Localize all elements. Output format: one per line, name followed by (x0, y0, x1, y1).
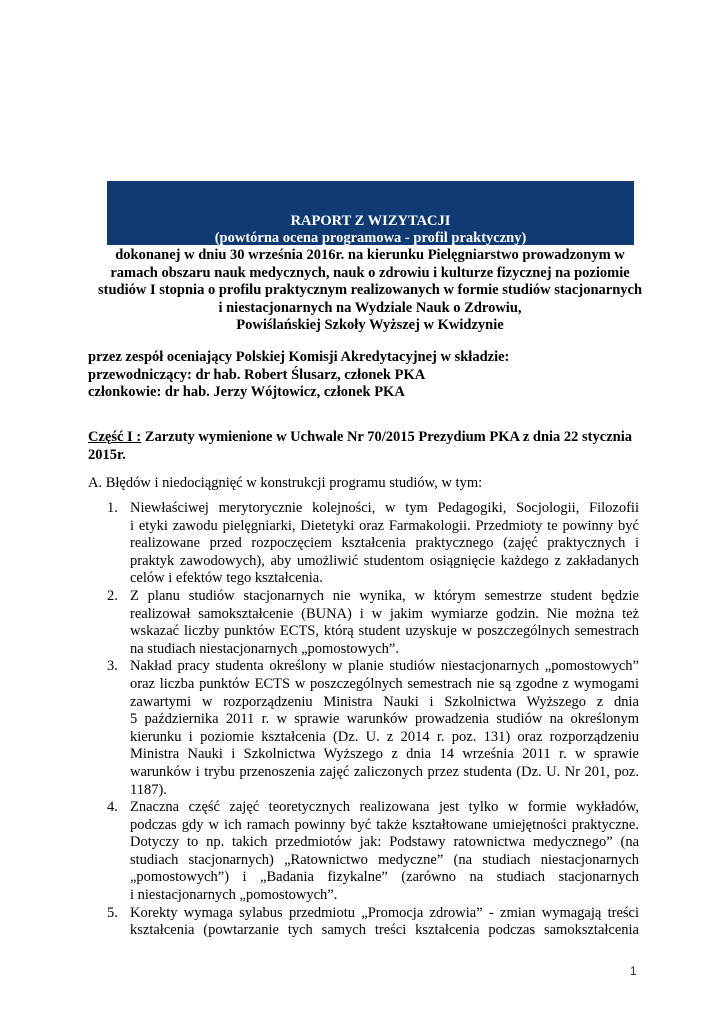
list-item (107, 588, 639, 658)
report-subtitle: (powtórna ocena programowa - profil praktyczny) (214, 230, 527, 246)
item-number: 2. (107, 587, 118, 604)
list-item (107, 905, 639, 940)
item-line: podczas gdy w ich ramach powinny być także kształtowane umiejętności praktyczne. (130, 816, 639, 833)
item-line: celów i efektów tego kształcenia. (130, 570, 323, 587)
item-line: Z planu studiów stacjonarnych nie wynika, w którym semestrze student będzie (130, 587, 639, 604)
item-line: Ministra Nauki i Szkolnictwa Wyższego z dnia 14 września 2011 r. w sprawie (130, 746, 639, 763)
item-line: zawartymi w rozporządzeniu Ministra Nauki i Szkolnictwa Wyższego z dnia (130, 693, 639, 710)
item-line: studiach stacjonarnych) „Ratownictwo medyczne” (na studiach niestacjonarnych (130, 851, 639, 868)
item-line: kierunku i poziomie kształcenia (Dz. U. z 2014 r. poz. 131) oraz rozporządzeniu (130, 728, 639, 745)
item-line: warunków i trybu przenoszenia zajęć zaliczonych przez studenta (Dz. U. Nr 201, poz. (130, 763, 639, 780)
item-line: oraz liczba punktów ECTS w poszczególnych semestrach nie są zgodne z wymogami (130, 675, 639, 692)
page-number: 1 (630, 966, 637, 978)
item-number: 5. (107, 904, 118, 921)
item-line: na studiach niestacjonarnych „pomostowych”. (130, 640, 399, 657)
item-line: Nakład pracy studenta określony w planie studiów niestacjonarnych „pomostowych” (130, 658, 639, 675)
evaluation-team (88, 349, 509, 402)
team-chair: przewodniczący: dr hab. Robert Ślusarz, członek PKA (88, 366, 426, 383)
list-item (107, 500, 639, 588)
item-line: realizowane przed rozpoczęciem kształcenia praktycznego (zajęć praktycznych i (130, 535, 639, 552)
item-line: Znaczna część zajęć teoretycznych realizowana jest tylko w formie wykładów, (130, 799, 639, 816)
visit-description (90, 247, 650, 335)
part-label: Część I : (88, 429, 142, 445)
team-intro: przez zespół oceniający Polskiej Komisji Akredytacyjnej w składzie: (88, 349, 510, 365)
list-item (107, 658, 639, 799)
item-line: Niewłaściwej merytorycznie kolejności, w tym Pedagogiki, Socjologii, Filozofii (130, 500, 639, 516)
visit-description-line: i niestacjonarnych na Wydziale Nauk o Zdrowiu, (218, 299, 522, 316)
section-a-heading: A. Błędów i niedociągnięć w konstrukcji programu studiów, w tym: (88, 475, 483, 491)
item-line: kształcenia (powtarzanie tych samych treści kształcenia podczas samokształcenia (130, 922, 639, 939)
visit-description-line: dokonanej w dniu 30 września 2016r. na kierunku Pielęgniarstwo prowadzonym w (115, 247, 625, 263)
visit-description-line: studiów I stopnia o profilu praktycznym realizowanych w formie studiów stacjonarnych (97, 282, 643, 299)
item-line: praktyk zawodowych), aby umożliwić studentom osiągnięcie każdego z zakładanych (130, 552, 639, 569)
part-heading (88, 429, 648, 464)
item-line: i etyki zawodu pielęgniarki, Dietetyki oraz Farmakologii. Przedmioty te powinny być (130, 517, 639, 534)
item-line: „pomostowych”) i „Badania fizykalne” (zarówno na studiach stacjonarnych (130, 869, 639, 886)
visit-description-line: Powiślańskiej Szkoły Wyższej w Kwidzynie (236, 317, 504, 334)
item-line: i niestacjonarnych „pomostowych”. (130, 887, 338, 904)
report-title: RAPORT Z WIZYTACJI (290, 213, 451, 229)
item-line: 5 października 2011 r. w sprawie warunków prowadzenia studiów na określonym (130, 711, 639, 728)
item-line: Dotyczy to np. takich przedmiotów jak: Podstawy ratownictwa medycznego” (na (130, 834, 639, 851)
report-title-banner (107, 181, 634, 245)
item-number: 4. (107, 799, 118, 816)
item-line: wskazać liczby punktów ECTS, którą student uzyskuje w poszczególnych semestrach (130, 623, 639, 640)
item-line: Korekty wymaga sylabus przedmiotu „Promocja zdrowia” - zmian wymagają treści (130, 904, 639, 921)
visit-description-line: ramach obszaru nauk medycznych, nauk o zdrowiu i kulturze fizycznej na poziomie (110, 264, 630, 281)
item-line: 1187). (130, 781, 167, 798)
item-number: 3. (107, 658, 118, 675)
part-text: Zarzuty wymienione w Uchwale Nr 70/2015 Prezydium PKA z dnia 22 stycznia 2015r. (88, 429, 632, 463)
item-line: realizował samokształcenie (BUNA) i w jakim wymiarze godzin. Nie można też (130, 605, 639, 622)
team-members: członkowie: dr hab. Jerzy Wójtowicz, członek PKA (88, 384, 405, 401)
item-number: 1. (107, 500, 118, 516)
list-item (107, 799, 639, 905)
findings-list (107, 500, 639, 940)
